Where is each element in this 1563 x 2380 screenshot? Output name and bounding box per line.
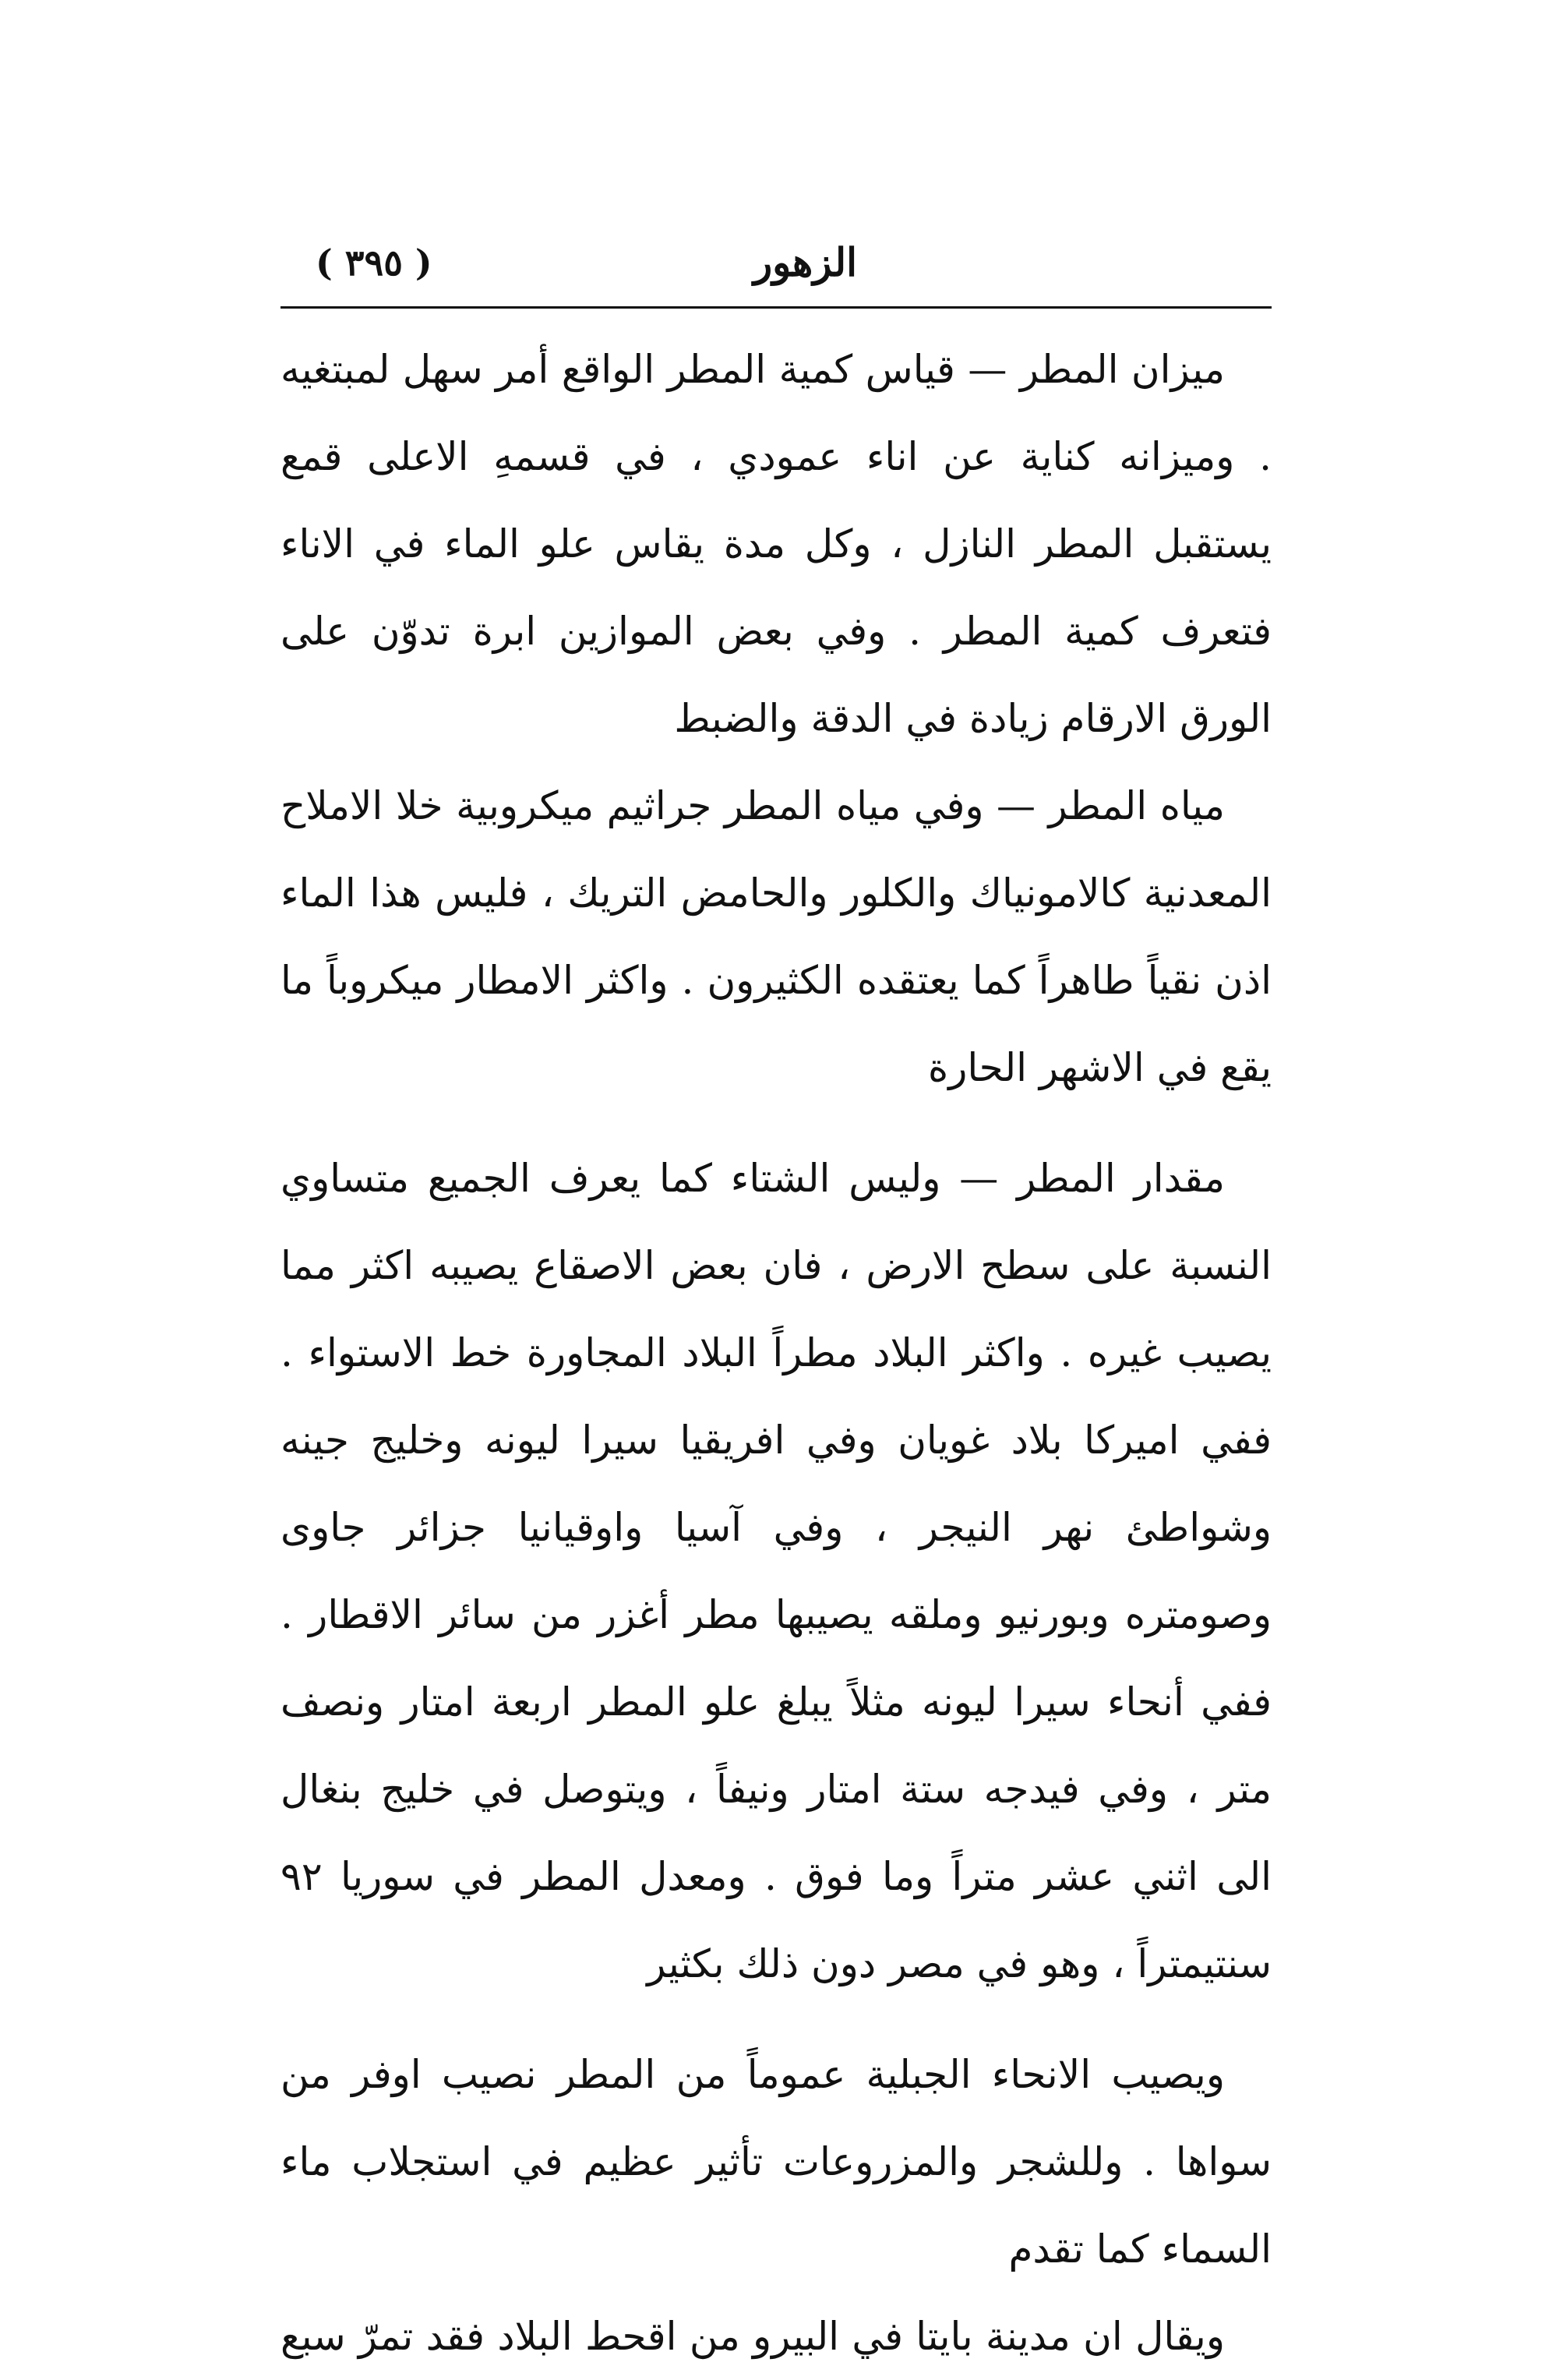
page-number: ( ٣٩٥ ) <box>316 242 432 284</box>
paragraph-rain-amount: مقدار المطر — وليس الشتاء كما يعرف الجميع متساوي النسبة على سطح الارض ، فان بعض الاصقاع يصيبه اكثر مما يصيب غيره . واكثر البلاد مطراً البلاد المجاورة خط الاستواء . ففي اميركا بلاد غويان وفي افريقيا سيرا ليونه وخليج جينه وشواطئ نهر النيجر ، وفي آسيا واوقيانيا جزائر جاوى وصومتره وبورنيو وملقه يصيبها مطر أغزر من سائر الاقطار . ففي أنحاء سيرا ليونه مثلاً يبلغ علو المطر اربعة امتار ونصف متر ، وفي فيدجه ستة امتار ونيفاً ، ويتوصل في خليج بنغال الى اثني عشر متراً وما فوق . ومعدل المطر في سوريا ٩٢ سنتيمتراً ، وهو في مصر دون ذلك بكثير <box>280 1156 1272 1986</box>
paragraph-rain-gauge: ميزان المطر — قياس كمية المطر الواقع أمر سهل لمبتغيه . وميزانه كناية عن اناء عمودي ، في قسمهِ الاعلى قمع يستقبل المطر النازل ، وكل مدة يقاس علو الماء في الاناء فتعرف كمية المطر . وفي بعض الموازين ابرة تدوّن على الورق الارقام زيادة في الدقة والضبط <box>280 347 1272 741</box>
page-header <box>280 234 1270 304</box>
page-body <box>280 326 1272 2380</box>
running-title: الزهور <box>753 239 857 285</box>
paragraph-rain-water: مياه المطر — وفي مياه المطر جراثيم ميكروبية خلا الاملاح المعدنية كالامونياك والكلور والحامض التريك ، فليس هذا الماء اذن نقياً طاهراً كما يعتقده الكثيرون . واكثر الامطار ميكروباً ما يقع في الاشهر الحارة <box>280 783 1272 1090</box>
paragraph-mountain-regions: ويصيب الانحاء الجبلية عموماً من المطر نصيب اوفر من سواها . وللشجر والمزروعات تأثير عظيم في استجلاب ماء السماء كما تقدم <box>280 2052 1272 2272</box>
header-divider <box>280 306 1272 309</box>
paragraph-payta-city: ويقال ان مدينة بايتا في البيرو من اقحط البلاد فقد تمرّ سبع <box>280 2314 1225 2359</box>
